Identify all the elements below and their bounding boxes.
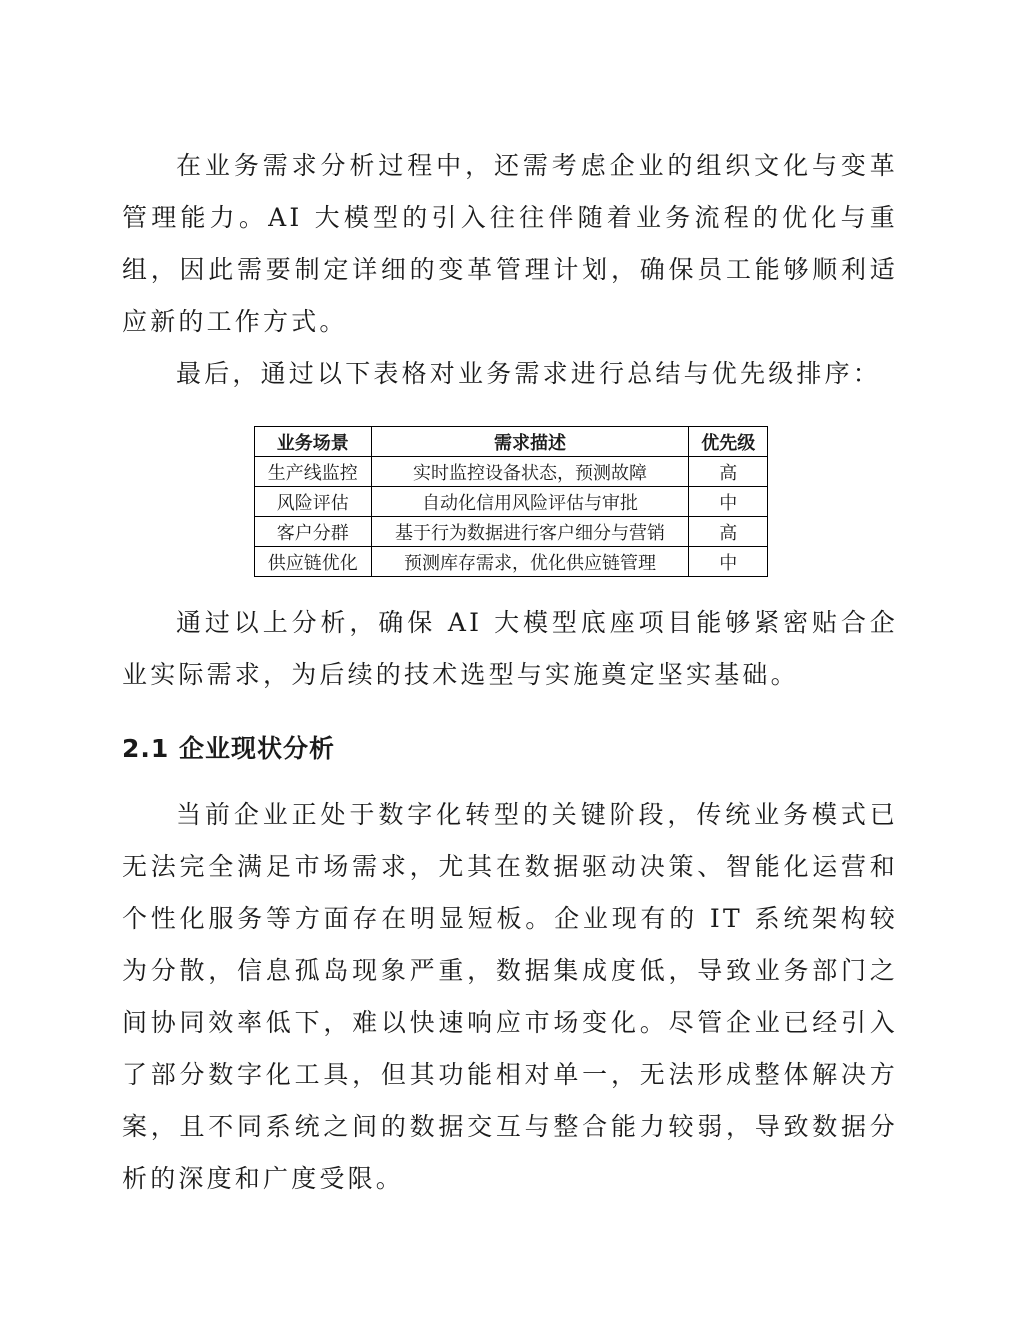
document-page bbox=[122, 140, 898, 1205]
table-header-row bbox=[255, 427, 768, 457]
requirements-table bbox=[254, 426, 768, 577]
paragraph-current-status: 当前企业正处于数字化转型的关键阶段，传统业务模式已无法完全满足市场需求，尤其在数据驱动决策、智能化运营和个性化服务等方面存在明显短板。企业现有的 IT 系统架构较为分散，信息孤岛现象严重，数据集成度低，导致业务部门之间协同效率低下，难以快速响应市场变化。尽管企业已经引入了部分数字化工具，但其功能相对单一，无法形成整体解决方案，且不同系统之间的数据交互与整合能力较弱，导致数据分析的深度和广度受限。 bbox=[122, 800, 898, 1193]
cell-description: 预测库存需求，优化供应链管理 bbox=[371, 547, 689, 577]
cell-priority: 高 bbox=[689, 457, 768, 487]
table-row bbox=[255, 517, 768, 547]
section-heading: 2.1 企业现状分析 bbox=[122, 734, 335, 763]
cell-priority: 高 bbox=[689, 517, 768, 547]
cell-scenario: 供应链优化 bbox=[255, 547, 372, 577]
requirements-table-wrapper bbox=[254, 426, 768, 577]
cell-priority: 中 bbox=[689, 487, 768, 517]
table-row bbox=[255, 547, 768, 577]
cell-priority: 中 bbox=[689, 547, 768, 577]
cell-description: 自动化信用风险评估与审批 bbox=[371, 487, 689, 517]
table-row bbox=[255, 487, 768, 517]
cell-description: 实时监控设备状态，预测故障 bbox=[371, 457, 689, 487]
paragraph-analysis-conclusion: 通过以上分析，确保 AI 大模型底座项目能够紧密贴合企业实际需求，为后续的技术选型与实施奠定坚实基础。 bbox=[122, 608, 898, 689]
cell-scenario: 客户分群 bbox=[255, 517, 372, 547]
header-scenario: 业务场景 bbox=[255, 427, 372, 457]
cell-description: 基于行为数据进行客户细分与营销 bbox=[371, 517, 689, 547]
paragraph-table-intro: 最后，通过以下表格对业务需求进行总结与优先级排序： bbox=[176, 359, 882, 388]
table-row bbox=[255, 457, 768, 487]
cell-scenario: 生产线监控 bbox=[255, 457, 372, 487]
header-priority: 优先级 bbox=[689, 427, 768, 457]
cell-scenario: 风险评估 bbox=[255, 487, 372, 517]
paragraph-change-management: 在业务需求分析过程中，还需考虑企业的组织文化与变革管理能力。AI 大模型的引入往往伴随着业务流程的优化与重组，因此需要制定详细的变革管理计划，确保员工能够顺利适应新的工作方式。 bbox=[122, 151, 898, 336]
header-description: 需求描述 bbox=[371, 427, 689, 457]
